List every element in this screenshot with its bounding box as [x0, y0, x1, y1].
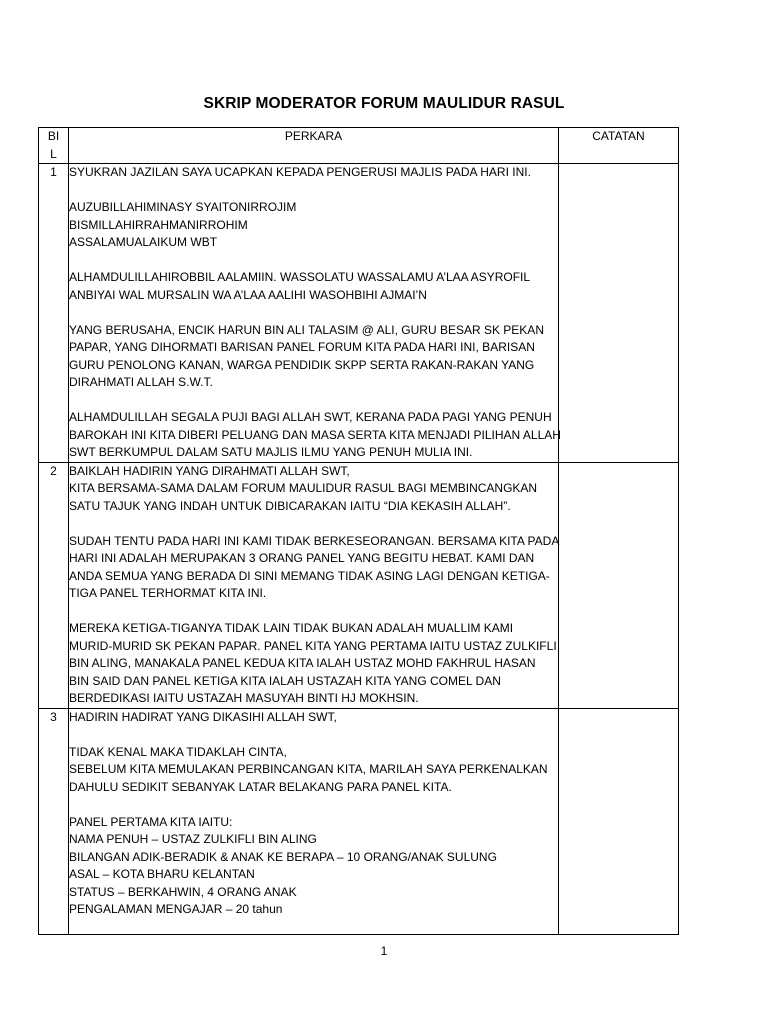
paragraph	[69, 620, 558, 708]
header-bil-line2: L	[50, 146, 57, 161]
text-line: SYUKRAN JAZILAN SAYA UCAPKAN KEPADA PENGERUSI MAJLIS PADA HARI INI.	[69, 165, 531, 179]
text-line: HADIRIN HADIRAT YANG DIKASIHI ALLAH SWT,	[69, 709, 337, 724]
table-row	[39, 708, 679, 934]
paragraph	[69, 164, 558, 182]
row-number: 2	[39, 462, 69, 708]
text-line: MEREKA KETIGA-TIGANYA TIDAK LAIN TIDAK BUKAN ADALAH MUALLIM KAMI	[69, 621, 514, 635]
paragraph	[69, 709, 558, 727]
paragraph	[69, 269, 558, 304]
text-line: TIDAK KENAL MAKA TIDAKLAH CINTA,	[69, 744, 287, 759]
header-perkara: PERKARA	[69, 128, 559, 164]
table-row	[39, 164, 679, 463]
row-catatan	[559, 708, 679, 934]
script-table	[38, 127, 679, 935]
text-line: BILANGAN ADIK-BERADIK & ANAK KE BERAPA – 10 ORANG/ANAK SULUNG	[69, 849, 497, 864]
text-line: PANEL PERTAMA KITA IAITU:	[69, 814, 233, 829]
text-line: GURU PENOLONG KANAN, WARGA PENDIDIK SKPP SERTA RAKAN-RAKAN YANG	[69, 357, 535, 372]
text-line: BAIKLAH HADIRIN YANG DIRAHMATI ALLAH SWT,	[69, 463, 350, 478]
text-line: MURID-MURID SK PEKAN PAPAR. PANEL KITA YANG PERTAMA IAITU USTAZ ZULKIFLI	[69, 638, 557, 653]
paragraph	[69, 463, 558, 516]
row-number: 3	[39, 708, 69, 934]
text-line: NAMA PENUH – USTAZ ZULKIFLI BIN ALING	[69, 832, 317, 846]
paragraph	[69, 409, 561, 462]
text-line: PAPAR, YANG DIHORMATI BARISAN PANEL FORUM KITA PADA HARI INI, BARISAN	[69, 340, 535, 354]
text-line: STATUS – BERKAHWIN, 4 ORANG ANAK	[69, 884, 297, 899]
text-line: SATU TAJUK YANG INDAH UNTUK DIBICARAKAN IAITU “DIA KEKASIH ALLAH”.	[69, 498, 511, 513]
row-content	[69, 462, 559, 708]
text-line: KITA BERSAMA-SAMA DALAM FORUM MAULIDUR RASUL BAGI MEMBINCANGKAN	[69, 481, 538, 495]
document-title: SKRIP MODERATOR FORUM MAULIDUR RASUL	[203, 95, 565, 112]
text-line: AUZUBILLAHIMINASY SYAITONIRROJIM	[69, 200, 297, 214]
text-line: ASAL – KOTA BHARU KELANTAN	[69, 867, 255, 881]
text-line: BISMILLAHIRRAHMANIRROHIM	[69, 217, 248, 232]
text-line: ALHAMDULILLAH SEGALA PUJI BAGI ALLAH SWT, KERANA PADA PAGI YANG PENUH	[69, 410, 552, 424]
text-line: ANDA SEMUA YANG BERADA DI SINI MEMANG TIDAK ASING LAGI DENGAN KETIGA-	[69, 568, 550, 583]
text-line: BIN ALING, MANAKALA PANEL KEDUA KITA IALAH USTAZ MOHD FAKHRUL HASAN	[69, 656, 536, 670]
text-line: HARI INI ADALAH MERUPAKAN 3 ORANG PANEL YANG BEGITU HEBAT. KAMI DAN	[69, 551, 535, 565]
paragraph	[69, 322, 558, 392]
header-bil-line1: BI	[47, 129, 60, 143]
header-catatan: CATATAN	[559, 128, 679, 164]
text-line: DIRAHMATI ALLAH S.W.T.	[69, 375, 213, 389]
page-number: 1	[380, 944, 388, 958]
text-line: TIGA PANEL TERHORMAT KITA INI.	[69, 586, 267, 600]
text-line: SUDAH TENTU PADA HARI INI KAMI TIDAK BERKESEORANGAN. BERSAMA KITA PADA	[69, 533, 560, 548]
header-bil	[39, 128, 69, 164]
text-line: BERDEDIKASI IAITU USTAZAH MASUYAH BINTI HJ MOKHSIN.	[69, 691, 419, 705]
text-line: DAHULU SEDIKIT SEBANYAK LATAR BELAKANG PARA PANEL KITA.	[69, 779, 452, 794]
row-catatan	[559, 462, 679, 708]
paragraph	[69, 744, 558, 797]
table-row	[39, 462, 679, 708]
table-header-row	[39, 128, 679, 164]
text-line: ALHAMDULILLAHIROBBIL AALAMIIN. WASSOLATU WASSALAMU A’LAA ASYROFIL	[69, 270, 531, 284]
row-content	[69, 708, 559, 934]
text-line: ASSALAMUALAIKUM WBT	[69, 235, 218, 249]
row-number: 1	[39, 164, 69, 463]
text-line: PENGALAMAN MENGAJAR – 20 tahun	[69, 902, 283, 916]
paragraph	[69, 814, 558, 919]
text-line: YANG BERUSAHA, ENCIK HARUN BIN ALI TALASIM @ ALI, GURU BESAR SK PEKAN	[69, 322, 544, 337]
text-line: SWT BERKUMPUL DALAM SATU MAJLIS ILMU YANG PENUH MULIA INI.	[69, 445, 473, 459]
text-line: ANBIYAI WAL MURSALIN WA A’LAA AALIHI WASOHBIHI AJMAI’N	[69, 287, 427, 302]
row-catatan	[559, 164, 679, 463]
text-line: BAROKAH INI KITA DIBERI PELUANG DAN MASA SERTA KITA MENJADI PILIHAN ALLAH	[69, 427, 561, 442]
text-line: BIN SAID DAN PANEL KETIGA KITA IALAH USTAZAH KITA YANG COMEL DAN	[69, 673, 501, 688]
paragraph	[69, 533, 558, 603]
row-content	[69, 164, 559, 463]
text-line: SEBELUM KITA MEMULAKAN PERBINCANGAN KITA, MARILAH SAYA PERKENALKAN	[69, 762, 548, 776]
paragraph	[69, 199, 558, 252]
